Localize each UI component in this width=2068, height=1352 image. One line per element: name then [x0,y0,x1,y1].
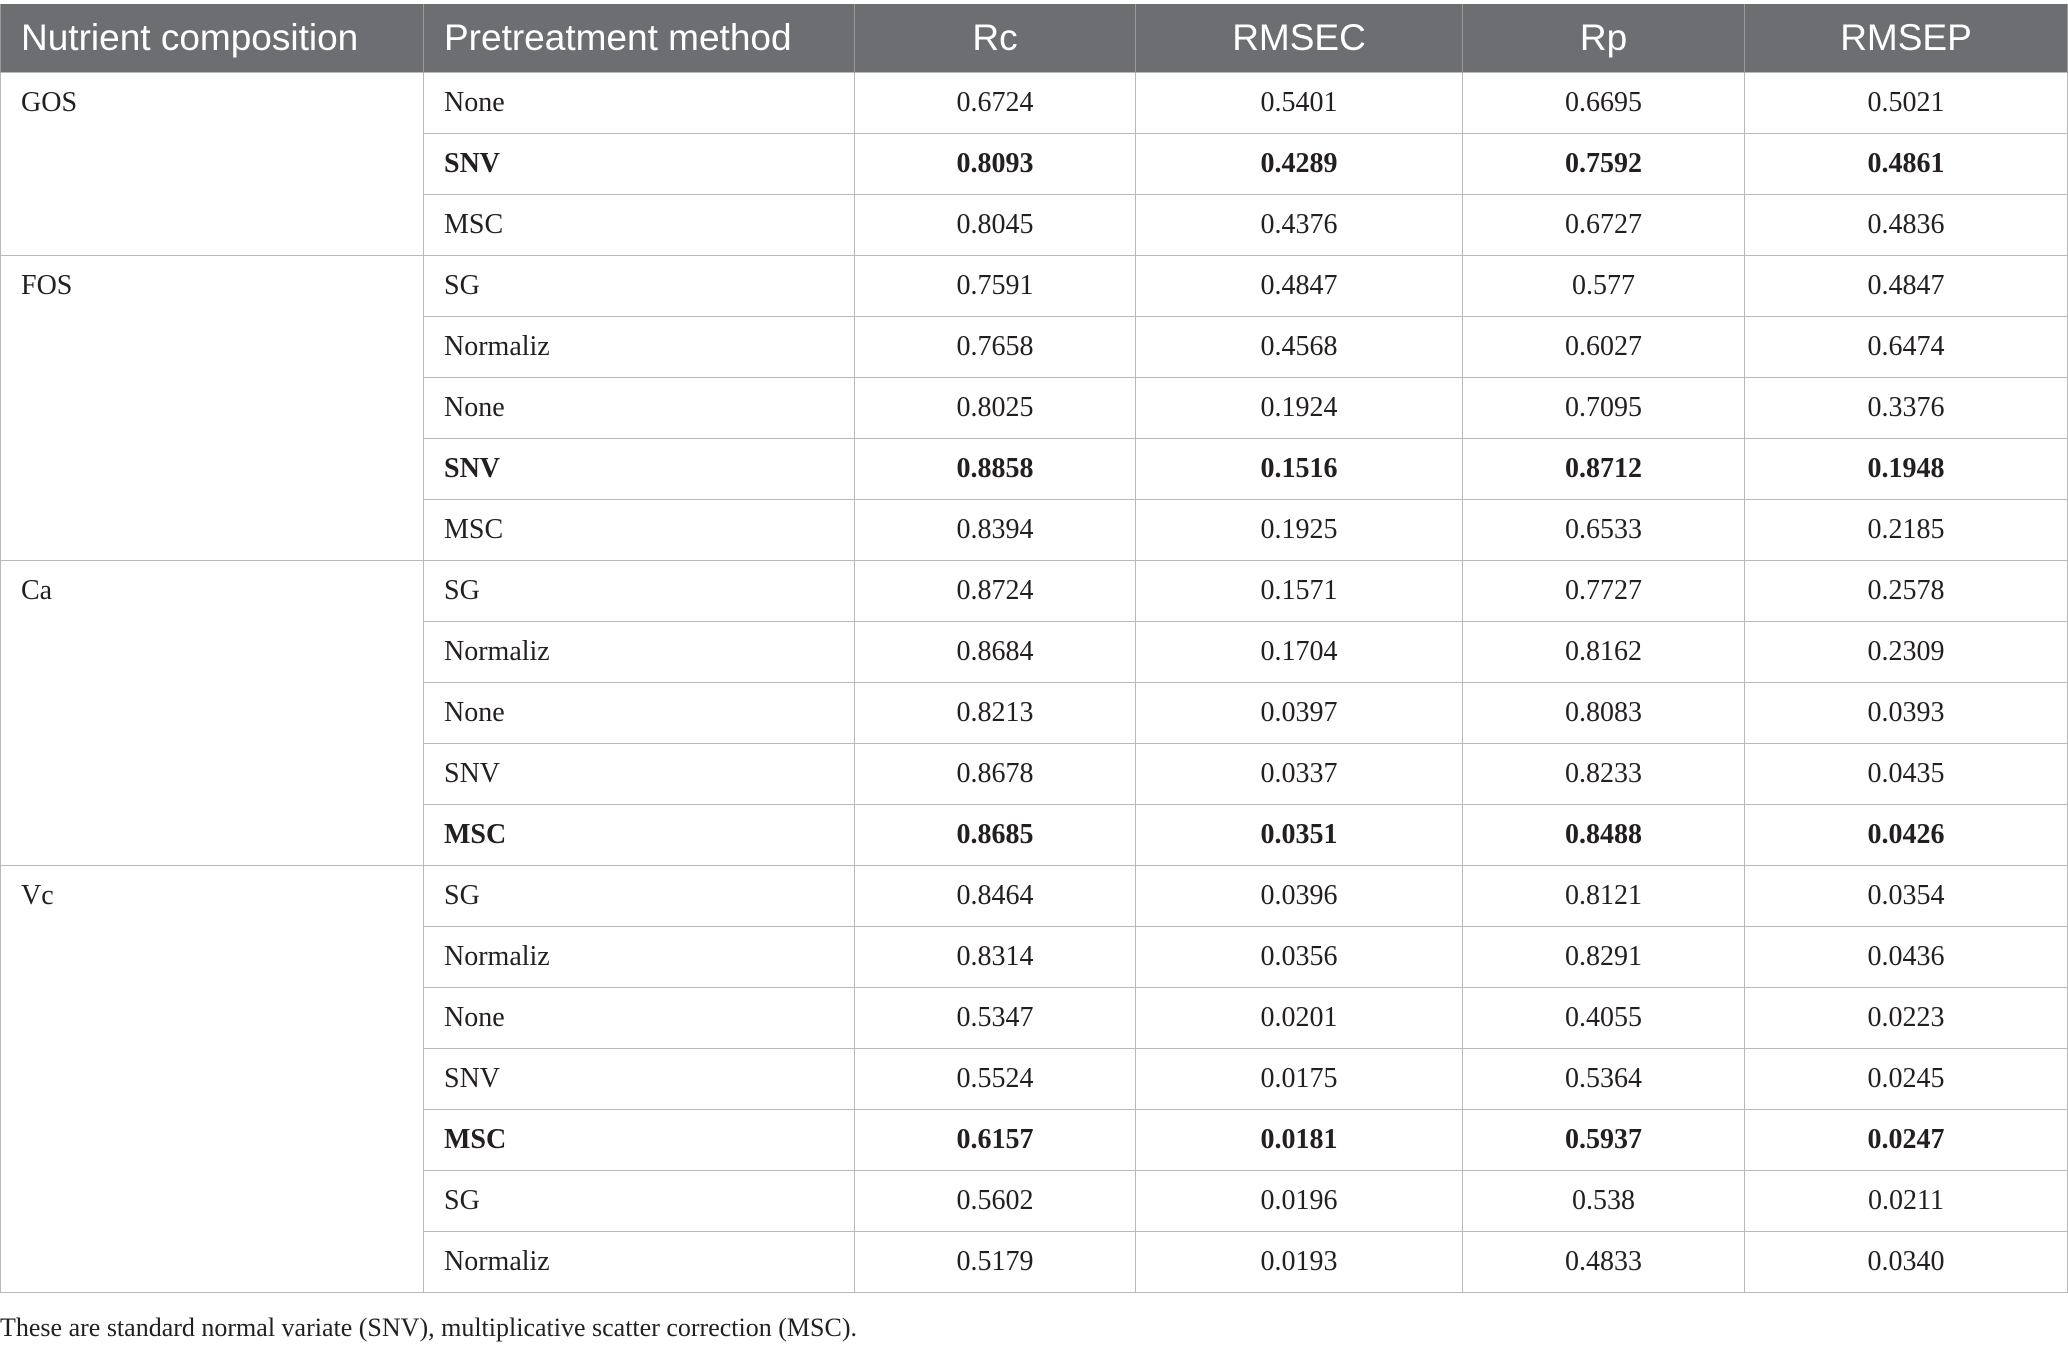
rc-cell: 0.5524 [855,1049,1136,1110]
rp-cell: 0.6533 [1463,500,1745,561]
rmsep-cell: 0.2309 [1745,622,2068,683]
rc-cell: 0.8724 [855,561,1136,622]
table-row [1,256,2068,317]
rp-cell: 0.577 [1463,256,1745,317]
rc-cell: 0.8394 [855,500,1136,561]
rp-cell: 0.6027 [1463,317,1745,378]
rmsep-cell: 0.0436 [1745,927,2068,988]
rmsep-cell: 0.0426 [1745,805,2068,866]
rmsec-cell: 0.1571 [1136,561,1463,622]
pretreatment-method-cell: None [424,988,855,1049]
rmsep-cell: 0.2578 [1745,561,2068,622]
pretreatment-method-cell: MSC [424,805,855,866]
rmsec-cell: 0.5401 [1136,73,1463,134]
rp-cell: 0.8083 [1463,683,1745,744]
rc-cell: 0.6724 [855,73,1136,134]
table-container [0,4,2067,1293]
rp-cell: 0.8291 [1463,927,1745,988]
rmsec-cell: 0.4847 [1136,256,1463,317]
rp-cell: 0.8233 [1463,744,1745,805]
header-pretreatment-method: Pretreatment method [424,4,855,73]
header-rc: Rc [855,4,1136,73]
rmsep-cell: 0.4836 [1745,195,2068,256]
rp-cell: 0.8121 [1463,866,1745,927]
rmsec-cell: 0.4376 [1136,195,1463,256]
rmsep-cell: 0.0211 [1745,1171,2068,1232]
rmsec-cell: 0.0193 [1136,1232,1463,1293]
rp-cell: 0.5364 [1463,1049,1745,1110]
rmsep-cell: 0.0393 [1745,683,2068,744]
pretreatment-method-cell: SNV [424,134,855,195]
pretreatment-method-cell: Normaliz [424,317,855,378]
pretreatment-method-cell: MSC [424,1110,855,1171]
header-nutrient-composition: Nutrient composition [1,4,424,73]
table-footnote: These are standard normal variate (SNV), multiplicative scatter correction (MSC). [0,1313,857,1342]
pretreatment-method-cell: SG [424,256,855,317]
rc-cell: 0.8093 [855,134,1136,195]
rp-cell: 0.5937 [1463,1110,1745,1171]
rp-cell: 0.4055 [1463,988,1745,1049]
rc-cell: 0.5347 [855,988,1136,1049]
rmsep-cell: 0.0245 [1745,1049,2068,1110]
pretreatment-method-cell: Normaliz [424,1232,855,1293]
header-row [1,4,2068,73]
rmsec-cell: 0.0337 [1136,744,1463,805]
rmsec-cell: 0.0351 [1136,805,1463,866]
rc-cell: 0.8045 [855,195,1136,256]
table-body [1,73,2068,1293]
rmsep-cell: 0.3376 [1745,378,2068,439]
rc-cell: 0.8678 [855,744,1136,805]
rmsep-cell: 0.0247 [1745,1110,2068,1171]
rp-cell: 0.6695 [1463,73,1745,134]
pretreatment-method-cell: SG [424,561,855,622]
rmsep-cell: 0.1948 [1745,439,2068,500]
rmsep-cell: 0.0223 [1745,988,2068,1049]
table-row [1,561,2068,622]
pretreatment-method-cell: None [424,683,855,744]
rc-cell: 0.7658 [855,317,1136,378]
rc-cell: 0.5179 [855,1232,1136,1293]
rc-cell: 0.6157 [855,1110,1136,1171]
pretreatment-method-cell: SNV [424,1049,855,1110]
pretreatment-method-cell: Normaliz [424,622,855,683]
rmsec-cell: 0.0175 [1136,1049,1463,1110]
pretreatment-method-cell: MSC [424,500,855,561]
rmsec-cell: 0.0356 [1136,927,1463,988]
header-rmsec: RMSEC [1136,4,1463,73]
pretreatment-method-cell: SNV [424,439,855,500]
rmsep-cell: 0.2185 [1745,500,2068,561]
rmsep-cell: 0.0435 [1745,744,2068,805]
header-rp: Rp [1463,4,1745,73]
rp-cell: 0.8712 [1463,439,1745,500]
rp-cell: 0.8488 [1463,805,1745,866]
table-row [1,866,2068,927]
rp-cell: 0.538 [1463,1171,1745,1232]
nutrient-composition-cell: Ca [1,561,424,866]
rc-cell: 0.8684 [855,622,1136,683]
rmsec-cell: 0.1516 [1136,439,1463,500]
rp-cell: 0.8162 [1463,622,1745,683]
rc-cell: 0.8025 [855,378,1136,439]
rp-cell: 0.7095 [1463,378,1745,439]
rmsec-cell: 0.0201 [1136,988,1463,1049]
rmsec-cell: 0.1925 [1136,500,1463,561]
table-header [1,4,2068,73]
nutrient-composition-cell: FOS [1,256,424,561]
rmsec-cell: 0.0181 [1136,1110,1463,1171]
results-table [0,4,2068,1293]
pretreatment-method-cell: SG [424,866,855,927]
rp-cell: 0.7727 [1463,561,1745,622]
rmsep-cell: 0.0354 [1745,866,2068,927]
pretreatment-method-cell: MSC [424,195,855,256]
rmsec-cell: 0.0196 [1136,1171,1463,1232]
pretreatment-method-cell: None [424,73,855,134]
rmsep-cell: 0.4861 [1745,134,2068,195]
pretreatment-method-cell: Normaliz [424,927,855,988]
rmsec-cell: 0.4289 [1136,134,1463,195]
nutrient-composition-cell: Vc [1,866,424,1293]
rmsep-cell: 0.6474 [1745,317,2068,378]
rmsep-cell: 0.5021 [1745,73,2068,134]
rp-cell: 0.4833 [1463,1232,1745,1293]
rc-cell: 0.8314 [855,927,1136,988]
rmsec-cell: 0.1924 [1136,378,1463,439]
pretreatment-method-cell: SNV [424,744,855,805]
rp-cell: 0.7592 [1463,134,1745,195]
pretreatment-method-cell: SG [424,1171,855,1232]
header-rmsep: RMSEP [1745,4,2068,73]
rmsep-cell: 0.0340 [1745,1232,2068,1293]
rc-cell: 0.8464 [855,866,1136,927]
table-row [1,73,2068,134]
rmsec-cell: 0.0396 [1136,866,1463,927]
rc-cell: 0.8685 [855,805,1136,866]
pretreatment-method-cell: None [424,378,855,439]
rc-cell: 0.7591 [855,256,1136,317]
nutrient-composition-cell: GOS [1,73,424,256]
rc-cell: 0.8213 [855,683,1136,744]
rc-cell: 0.8858 [855,439,1136,500]
rmsec-cell: 0.1704 [1136,622,1463,683]
rmsec-cell: 0.0397 [1136,683,1463,744]
rp-cell: 0.6727 [1463,195,1745,256]
rc-cell: 0.5602 [855,1171,1136,1232]
rmsep-cell: 0.4847 [1745,256,2068,317]
rmsec-cell: 0.4568 [1136,317,1463,378]
